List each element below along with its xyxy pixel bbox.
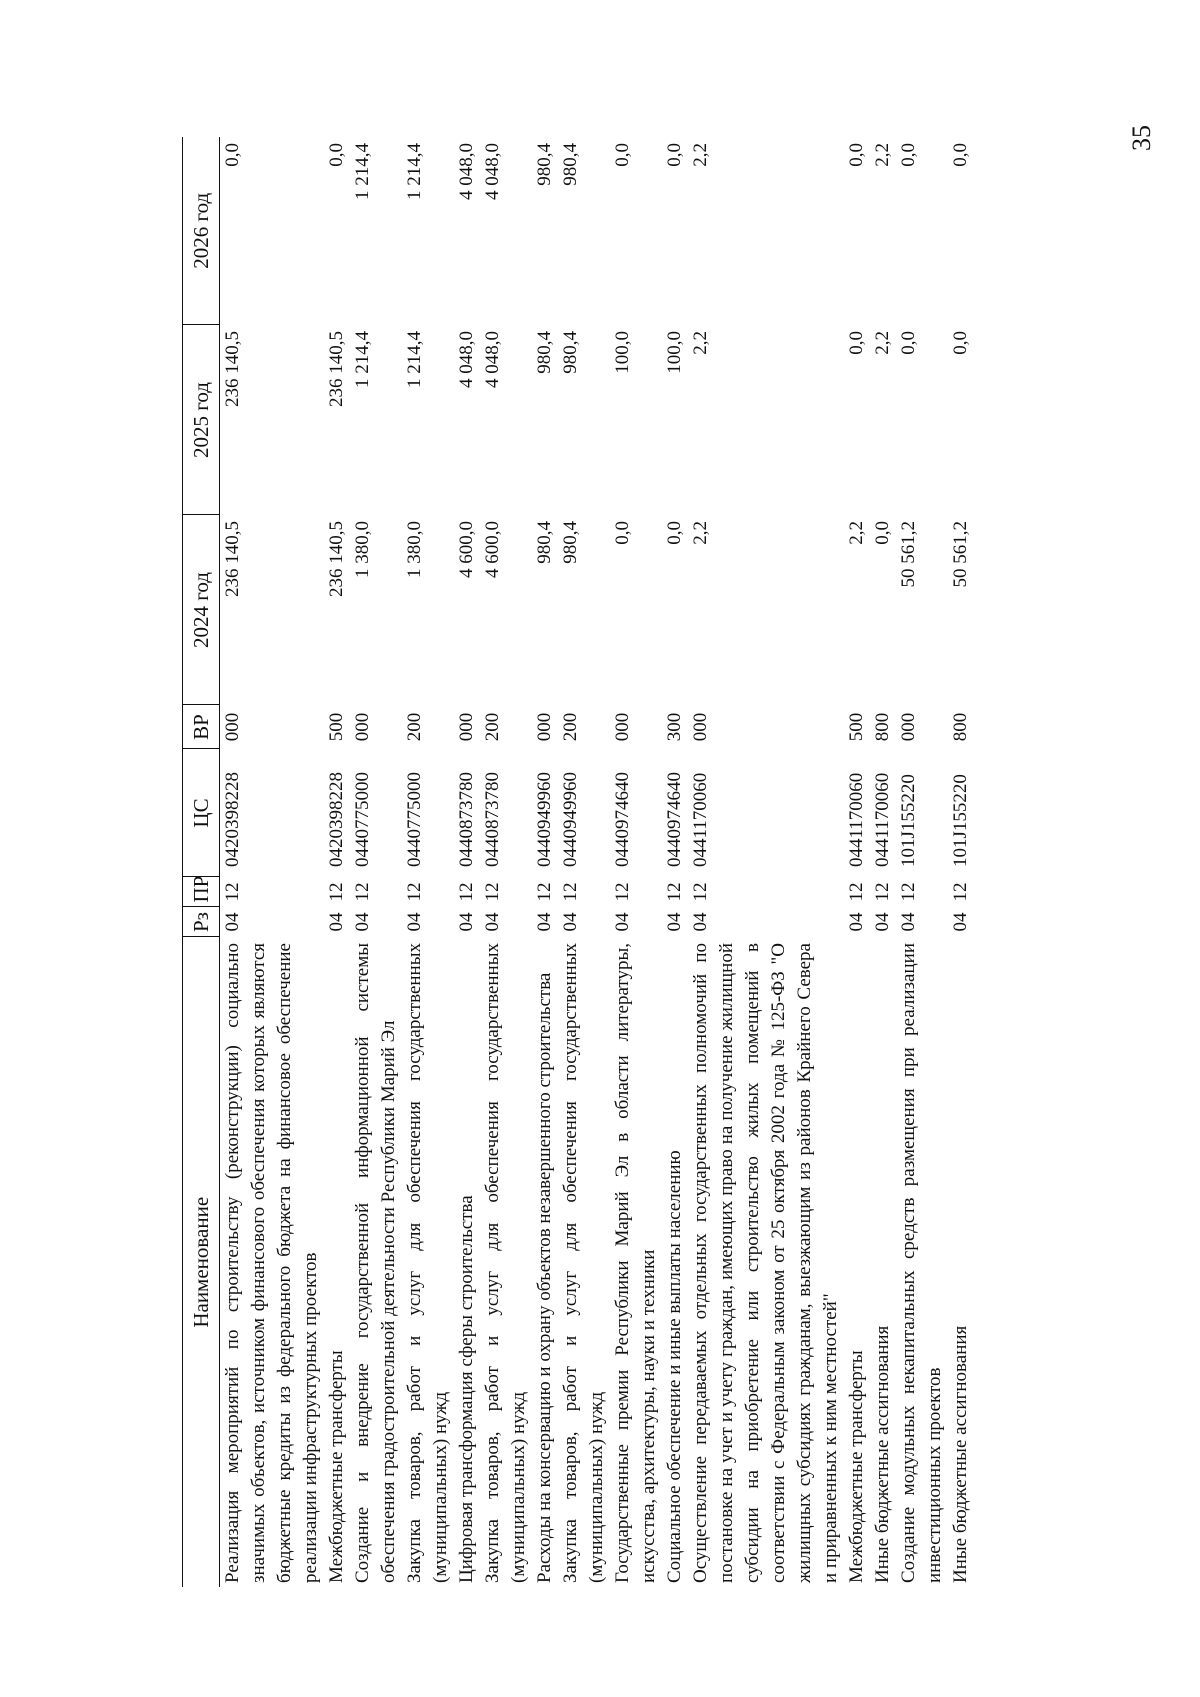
- amount-2026-cell: [610, 137, 662, 325]
- amount-2024-value: 0,0: [872, 521, 893, 545]
- pr-value: 12: [456, 882, 477, 902]
- amount-2025-value: 980,4: [534, 331, 555, 374]
- amount-2025-value: 1 214,4: [352, 331, 373, 388]
- pr-cell: [662, 877, 688, 907]
- rz-value: 04: [404, 912, 425, 932]
- header-rz: Рз: [183, 907, 220, 937]
- amount-2025-value: 980,4: [560, 331, 581, 374]
- amount-2025-value: 4 048,0: [456, 331, 477, 388]
- cs-value: 0440775000: [404, 772, 425, 867]
- amount-2025-cell: [896, 325, 948, 515]
- vr-value: 000: [612, 712, 633, 742]
- amount-2025-cell: [662, 325, 688, 515]
- amount-2025-value: 0,0: [898, 331, 919, 355]
- vr-value: 200: [404, 712, 425, 742]
- rz-cell: [948, 907, 974, 937]
- pr-cell: [324, 877, 350, 907]
- amount-2026-value: 0,0: [846, 143, 867, 167]
- amount-2024-cell: [558, 515, 610, 705]
- pr-cell: [220, 877, 325, 907]
- cs-cell: [454, 749, 480, 877]
- cs-cell: [402, 749, 454, 877]
- amount-2026-value: 980,4: [560, 143, 581, 186]
- amount-2026-value: 980,4: [534, 143, 555, 186]
- cs-value: 101J155220: [898, 774, 919, 867]
- rz-value: 04: [534, 912, 555, 932]
- rz-cell: [662, 907, 688, 937]
- amount-2025-cell: [480, 325, 532, 515]
- rz-cell: [532, 907, 558, 937]
- rz-cell: [844, 907, 870, 937]
- table-row: [454, 137, 480, 1587]
- vr-value: 500: [846, 712, 867, 742]
- amount-2026-value: 4 048,0: [482, 143, 503, 200]
- row-name-cell: Межбюджетные трансферты: [846, 1350, 867, 1583]
- cs-cell: [662, 749, 688, 877]
- pr-value: 12: [690, 882, 711, 902]
- pr-cell: [350, 877, 402, 907]
- table-row: [844, 137, 870, 1587]
- amount-2024-value: 1 380,0: [404, 521, 425, 578]
- table-row: [896, 137, 948, 1587]
- cs-value: 0440949960: [560, 772, 581, 867]
- vr-value: 200: [482, 712, 503, 742]
- rz-value: 04: [898, 912, 919, 932]
- cs-cell: [220, 749, 325, 877]
- table-row: [402, 137, 454, 1587]
- cs-value: 101J155220: [950, 774, 971, 867]
- pr-cell: [558, 877, 610, 907]
- rz-cell: [896, 907, 948, 937]
- cs-value: 0440775000: [352, 772, 373, 867]
- row-name-cell: Цифровая трансформация сферы строительства: [456, 1195, 477, 1583]
- amount-2024-value: 2,2: [690, 521, 711, 545]
- rz-cell: [402, 907, 454, 937]
- budget-table: [182, 137, 974, 1587]
- vr-cell: [948, 705, 974, 749]
- cs-value: 0440949960: [534, 772, 555, 867]
- amount-2026-value: 0,0: [222, 143, 243, 167]
- pr-cell: [844, 877, 870, 907]
- amount-2024-cell: [324, 515, 350, 705]
- amount-2024-value: 50 561,2: [950, 521, 971, 588]
- row-name-cell: Государственные премии Республики Марий Эл в области литературы, искусства, архитектуры, науки и техники: [612, 943, 659, 1583]
- rz-cell: [870, 907, 896, 937]
- rz-value: 04: [846, 912, 867, 932]
- pr-value: 12: [560, 882, 581, 902]
- rz-value: 04: [612, 912, 633, 932]
- pr-value: 12: [482, 882, 503, 902]
- amount-2026-cell: [844, 137, 870, 325]
- pr-value: 12: [352, 882, 373, 902]
- cs-cell: [350, 749, 402, 877]
- rz-value: 04: [872, 912, 893, 932]
- amount-2025-cell: [870, 325, 896, 515]
- row-name-cell: Межбюджетные трансферты: [326, 1350, 347, 1583]
- header-2024: 2024 год: [183, 515, 220, 705]
- rz-value: 04: [222, 912, 243, 932]
- row-name-cell: Осуществление передаваемых отдельных государственных полномочий по постановке на учет и учету граждан, имеющих право на получение жилищной субсидии на приобретение или строительство жилых помещений в соответствии с Федеральным законом от 25 октября 2002 года № 125-ФЗ "О жилищных субсидиях гражданам, выезжающим из районов Крайнего Севера и приравненных к ним местностей": [690, 943, 841, 1583]
- amount-2024-value: 0,0: [612, 521, 633, 545]
- rz-value: 04: [482, 912, 503, 932]
- amount-2025-value: 4 048,0: [482, 331, 503, 388]
- row-name-cell: Реализация мероприятий по строительству (реконструкции) социально значимых объектов, источником финансового обеспечения которых являются бюджетные кредиты из федерального бюджета на финансовое обеспечение реализации инфраструктурных проектов: [222, 943, 321, 1583]
- pr-value: 12: [950, 882, 971, 902]
- amount-2025-cell: [324, 325, 350, 515]
- page-number: 35: [1127, 125, 1156, 151]
- row-name-cell: Иные бюджетные ассигнования: [950, 1325, 971, 1583]
- cs-cell: [480, 749, 532, 877]
- rz-value: 04: [326, 912, 347, 932]
- rz-cell: [350, 907, 402, 937]
- amount-2025-cell: [948, 325, 974, 515]
- amount-2024-cell: [480, 515, 532, 705]
- amount-2025-cell: [350, 325, 402, 515]
- vr-cell: [480, 705, 532, 749]
- pr-value: 12: [846, 882, 867, 902]
- amount-2024-value: 236 140,5: [222, 521, 243, 597]
- amount-2026-cell: [324, 137, 350, 325]
- cs-cell: [870, 749, 896, 877]
- amount-2026-cell: [896, 137, 948, 325]
- amount-2026-value: 2,2: [872, 143, 893, 167]
- table-row: [688, 137, 844, 1587]
- rz-cell: [558, 907, 610, 937]
- amount-2025-value: 2,2: [872, 331, 893, 355]
- header-2026: 2026 год: [183, 137, 220, 325]
- amount-2025-value: 0,0: [950, 331, 971, 355]
- row-name-cell: Закупка товаров, работ и услуг для обеспечения государственных (муниципальных) нужд: [560, 943, 607, 1583]
- amount-2025-value: 0,0: [846, 331, 867, 355]
- table-row: [324, 137, 350, 1587]
- amount-2026-value: 2,2: [690, 143, 711, 167]
- amount-2026-cell: [350, 137, 402, 325]
- table-row: [558, 137, 610, 1587]
- cs-value: 0440873780: [482, 772, 503, 867]
- pr-value: 12: [326, 882, 347, 902]
- pr-value: 12: [872, 882, 893, 902]
- rz-value: 04: [690, 912, 711, 932]
- vr-value: 300: [664, 712, 685, 742]
- amount-2026-cell: [948, 137, 974, 325]
- pr-value: 12: [404, 882, 425, 902]
- rz-value: 04: [352, 912, 373, 932]
- amount-2024-cell: [220, 515, 325, 705]
- table-row: [350, 137, 402, 1587]
- vr-cell: [558, 705, 610, 749]
- amount-2024-value: 4 600,0: [482, 521, 503, 578]
- amount-2024-value: 4 600,0: [456, 521, 477, 578]
- row-name-cell: Закупка товаров, работ и услуг для обеспечения государственных (муниципальных) нужд: [404, 943, 451, 1583]
- pr-cell: [610, 877, 662, 907]
- amount-2024-cell: [532, 515, 558, 705]
- header-name: Наименование: [189, 1196, 213, 1328]
- amount-2024-value: 236 140,5: [326, 521, 347, 597]
- rz-cell: [220, 907, 325, 937]
- cs-value: 0440974640: [664, 772, 685, 867]
- vr-cell: [662, 705, 688, 749]
- table-header-row: [183, 137, 220, 1587]
- amount-2024-cell: [844, 515, 870, 705]
- amount-2024-value: 2,2: [846, 521, 867, 545]
- amount-2024-value: 1 380,0: [352, 521, 373, 578]
- row-name-cell: Создание и внедрение государственной информационной системы обеспечения градостроительной деятельности Республики Марий Эл: [352, 943, 399, 1583]
- vr-cell: [688, 705, 844, 749]
- row-name-cell: Создание модульных некапитальных средств размещения при реализации инвестиционных проектов: [898, 943, 945, 1583]
- pr-cell: [480, 877, 532, 907]
- budget-table-rotated-page: [182, 137, 1014, 1587]
- amount-2025-cell: [454, 325, 480, 515]
- vr-cell: [324, 705, 350, 749]
- cs-value: 0441170060: [846, 772, 867, 867]
- amount-2026-cell: [402, 137, 454, 325]
- table-row: [480, 137, 532, 1587]
- amount-2026-cell: [532, 137, 558, 325]
- vr-value: 000: [898, 712, 919, 742]
- amount-2024-cell: [688, 515, 844, 705]
- header-vr: ВР: [183, 705, 220, 749]
- table-body: [220, 137, 975, 1587]
- amount-2026-value: 4 048,0: [456, 143, 477, 200]
- amount-2026-cell: [454, 137, 480, 325]
- cs-value: 0440974640: [612, 772, 633, 867]
- header-pr: ПР: [183, 877, 220, 907]
- vr-value: 800: [872, 712, 893, 742]
- rz-value: 04: [664, 912, 685, 932]
- row-name-cell: Иные бюджетные ассигнования: [872, 1325, 893, 1583]
- table-row: [870, 137, 896, 1587]
- rz-cell: [688, 907, 844, 937]
- amount-2026-cell: [662, 137, 688, 325]
- pr-cell: [454, 877, 480, 907]
- cs-value: 0420398228: [326, 772, 347, 867]
- row-name-cell: Социальное обеспечение и иные выплаты населению: [664, 1150, 685, 1583]
- pr-cell: [948, 877, 974, 907]
- cs-cell: [558, 749, 610, 877]
- rz-value: 04: [950, 912, 971, 932]
- amount-2024-cell: [870, 515, 896, 705]
- amount-2026-value: 0,0: [612, 143, 633, 167]
- table-row: [220, 137, 325, 1587]
- amount-2025-cell: [532, 325, 558, 515]
- amount-2025-value: 236 140,5: [326, 331, 347, 407]
- table-row: [610, 137, 662, 1587]
- cs-cell: [610, 749, 662, 877]
- rz-cell: [454, 907, 480, 937]
- cs-value: 0420398228: [222, 772, 243, 867]
- cs-cell: [532, 749, 558, 877]
- amount-2024-value: 50 561,2: [898, 521, 919, 588]
- amount-2026-value: 1 214,4: [352, 143, 373, 200]
- pr-cell: [532, 877, 558, 907]
- cs-cell: [688, 749, 844, 877]
- row-name-cell: Расходы на консервацию и охрану объектов незавершенного строительства: [534, 972, 555, 1583]
- amount-2025-cell: [844, 325, 870, 515]
- amount-2024-value: 0,0: [664, 521, 685, 545]
- vr-value: 800: [950, 712, 971, 742]
- cs-value: 0441170060: [690, 772, 711, 867]
- amount-2026-value: 0,0: [664, 143, 685, 167]
- amount-2025-cell: [220, 325, 325, 515]
- pr-value: 12: [534, 882, 555, 902]
- amount-2024-cell: [662, 515, 688, 705]
- cs-cell: [948, 749, 974, 877]
- cs-value: 0440873780: [456, 772, 477, 867]
- amount-2025-value: 1 214,4: [404, 331, 425, 388]
- amount-2025-cell: [610, 325, 662, 515]
- vr-value: 000: [456, 712, 477, 742]
- amount-2026-value: 0,0: [950, 143, 971, 167]
- amount-2025-cell: [402, 325, 454, 515]
- amount-2026-cell: [220, 137, 325, 325]
- rz-value: 04: [560, 912, 581, 932]
- amount-2024-value: 980,4: [560, 521, 581, 564]
- amount-2026-cell: [688, 137, 844, 325]
- vr-value: 200: [560, 712, 581, 742]
- amount-2026-cell: [558, 137, 610, 325]
- vr-value: 000: [222, 712, 243, 742]
- pr-value: 12: [222, 882, 243, 902]
- table-row: [532, 137, 558, 1587]
- pr-value: 12: [898, 882, 919, 902]
- amount-2024-cell: [610, 515, 662, 705]
- vr-cell: [454, 705, 480, 749]
- table-row: [948, 137, 974, 1587]
- header-2025: 2025 год: [183, 325, 220, 515]
- vr-value: 000: [690, 712, 711, 742]
- vr-cell: [350, 705, 402, 749]
- rz-cell: [324, 907, 350, 937]
- pr-cell: [896, 877, 948, 907]
- pr-value: 12: [612, 882, 633, 902]
- vr-cell: [532, 705, 558, 749]
- vr-value: 000: [352, 712, 373, 742]
- vr-cell: [402, 705, 454, 749]
- cs-cell: [896, 749, 948, 877]
- amount-2025-value: 100,0: [664, 331, 685, 374]
- vr-value: 500: [326, 712, 347, 742]
- vr-cell: [896, 705, 948, 749]
- amount-2026-cell: [480, 137, 532, 325]
- vr-cell: [610, 705, 662, 749]
- pr-value: 12: [664, 882, 685, 902]
- amount-2025-value: 2,2: [690, 331, 711, 355]
- vr-cell: [844, 705, 870, 749]
- amount-2026-cell: [870, 137, 896, 325]
- amount-2024-cell: [896, 515, 948, 705]
- amount-2024-cell: [948, 515, 974, 705]
- pr-cell: [402, 877, 454, 907]
- amount-2024-cell: [454, 515, 480, 705]
- cs-cell: [324, 749, 350, 877]
- pr-cell: [870, 877, 896, 907]
- cs-value: 0441170060: [872, 772, 893, 867]
- vr-cell: [870, 705, 896, 749]
- rz-value: 04: [456, 912, 477, 932]
- amount-2025-value: 100,0: [612, 331, 633, 374]
- amount-2026-value: 0,0: [326, 143, 347, 167]
- cs-cell: [844, 749, 870, 877]
- vr-cell: [220, 705, 325, 749]
- amount-2026-value: 0,0: [898, 143, 919, 167]
- rz-cell: [480, 907, 532, 937]
- amount-2024-cell: [350, 515, 402, 705]
- amount-2025-cell: [688, 325, 844, 515]
- header-cs: ЦС: [183, 749, 220, 877]
- amount-2025-value: 236 140,5: [222, 331, 243, 407]
- rz-cell: [610, 907, 662, 937]
- row-name-cell: Закупка товаров, работ и услуг для обеспечения государственных (муниципальных) нужд: [482, 943, 529, 1583]
- table-row: [662, 137, 688, 1587]
- vr-value: 000: [534, 712, 555, 742]
- amount-2026-value: 1 214,4: [404, 143, 425, 200]
- amount-2024-value: 980,4: [534, 521, 555, 564]
- pr-cell: [688, 877, 844, 907]
- amount-2025-cell: [558, 325, 610, 515]
- amount-2024-cell: [402, 515, 454, 705]
